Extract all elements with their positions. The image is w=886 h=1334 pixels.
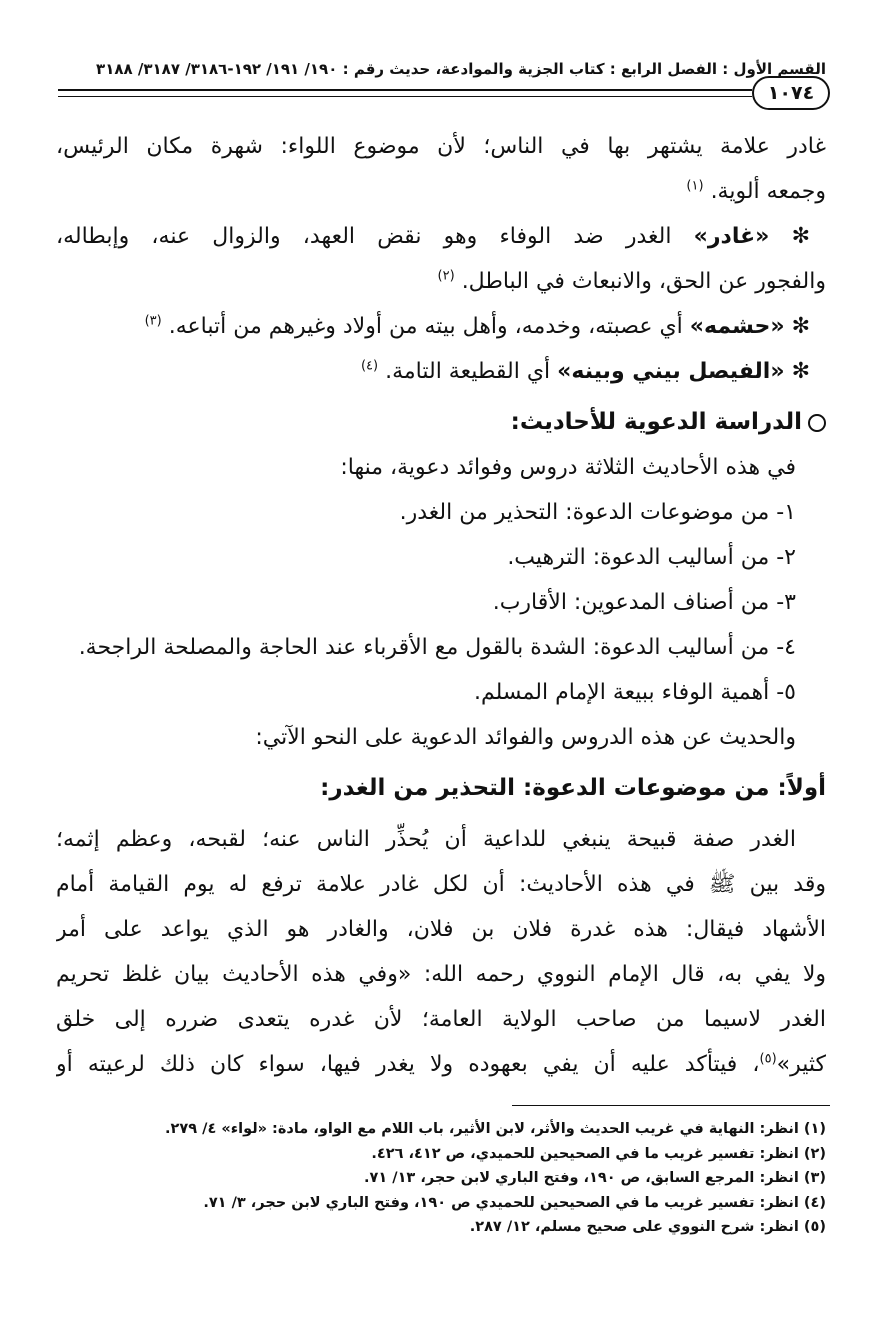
text-line: الغدر لاسيما من صاحب الولاية العامة؛ لأن غدره يتعدى ضرره إلى خلق xyxy=(56,1007,826,1032)
text-line: في هذه الأحاديث الثلاثة دروس وفوائد دعوية، منها: xyxy=(340,455,796,480)
page-number: ١٠٧٤ xyxy=(752,76,830,110)
list-item: ٤- من أساليب الدعوة: الشدة بالقول مع الأقرباء عند الحاجة والمصلحة الراجحة. xyxy=(78,635,796,660)
text-line: غادر علامة يشتهر بها في الناس؛ لأن موضوع اللواء: شهرة مكان الرئيس، xyxy=(56,134,826,159)
glossary-line xyxy=(56,214,826,259)
text-span: الغدر ضد الوفاء وهو نقض العهد، والزوال عنه، وإبطاله، xyxy=(56,224,672,249)
main-text xyxy=(56,124,826,1087)
subsection-heading: أولاً: من موضوعات الدعوة: التحذير من الغدر: xyxy=(320,775,826,801)
list-item: ٣- من أصناف المدعوين: الأقارب. xyxy=(492,590,796,615)
text-span: ، فيتأكد عليه أن يفي بعهوده ولا يغدر فيها، سواء كان ذلك لرعيته أو xyxy=(56,1052,760,1077)
asterisk-icon: ✻ xyxy=(791,224,810,249)
text-line xyxy=(56,169,826,214)
list-item: ٥- أهمية الوفاء ببيعة الإمام المسلم. xyxy=(474,680,796,705)
glossary-term: «حشمه» xyxy=(689,314,785,339)
section-heading xyxy=(56,400,826,445)
list-item: ٢- من أساليب الدعوة: الترهيب. xyxy=(507,545,796,570)
footnote: (٥) انظر: شرح النووي على صحيح مسلم، ١٢/ ٢٨٧. xyxy=(469,1219,826,1235)
text-line xyxy=(56,1042,826,1087)
text-line: الأشهاد فيقال: هذه غدرة فلان بن فلان، والغادر هو الذي يواعد على أمر xyxy=(56,917,826,942)
glossary-term: «غادر» xyxy=(693,224,770,249)
text-span: والفجور عن الحق، والانبعاث في الباطل. xyxy=(461,269,826,294)
footnote: (٣) انظر: المرجع السابق، ص ١٩٠، وفتح الباري لابن حجر، ١٣/ ٧١. xyxy=(364,1170,826,1186)
text-line: والحديث عن هذه الدروس والفوائد الدعوية على النحو الآتي: xyxy=(255,725,796,750)
heading-text: الدراسة الدعوية للأحاديث: xyxy=(510,409,802,435)
circle-icon xyxy=(808,414,826,432)
text-line: وقد بين ﷺ في هذه الأحاديث: أن لكل غادر علامة ترفع له يوم القيامة أمام xyxy=(56,872,826,897)
text-line: الغدر صفة قبيحة ينبغي للداعية أن يُحذِّر الناس عنه؛ لقبحه، وعظم إثمه؛ xyxy=(56,827,796,852)
footnote: (١) انظر: النهاية في غريب الحديث والأثر، لابن الأثير، باب اللام مع الواو، مادة: «لواء» ٤/ ٢٧٩. xyxy=(165,1121,826,1137)
text-line xyxy=(56,259,826,304)
asterisk-icon: ✻ xyxy=(791,314,810,339)
text-span: وجمعه ألوية. xyxy=(710,179,826,204)
text-span: كثير» xyxy=(776,1052,826,1077)
running-header: القسم الأول : الفصل الرابع : كتاب الجزية والموادعة، حديث رقم : ١٩٠/ ١٩١/ ١٩٢-٣١٨٦/ ٣١٨٧/ ٣١٨٨ xyxy=(96,60,826,78)
header-rule xyxy=(58,89,752,97)
glossary-line xyxy=(56,349,826,394)
footnote-ref: (٢) xyxy=(437,268,455,284)
asterisk-icon: ✻ xyxy=(791,359,810,384)
footnotes xyxy=(56,1117,826,1240)
text-line: ولا يفي به، قال الإمام النووي رحمه الله: «وفي هذه الأحاديث بيان غلظ تحريم xyxy=(56,962,826,987)
glossary-term: «الفيصل بيني وبينه» xyxy=(557,359,785,384)
footnote-rule xyxy=(512,1105,830,1106)
footnote: (٢) انظر: تفسير غريب ما في الصحيحين للحميدي، ص ٤١٢، ٤٢٦. xyxy=(371,1145,826,1162)
glossary-line xyxy=(56,304,826,349)
text-span: أي القطيعة التامة. xyxy=(385,359,551,384)
footnote-ref: (١) xyxy=(686,178,704,194)
footnote-ref: (٤) xyxy=(360,358,379,374)
footnote: (٤) انظر: تفسير غريب ما في الصحيحين للحميدي ص ١٩٠، وفتح الباري لابن حجر، ٣/ ٧١. xyxy=(203,1194,826,1211)
footnote-ref: (٥) xyxy=(759,1051,777,1067)
text-span: أي عصبته، وخدمه، وأهل بيته من أولاد وغيرهم من أتباعه. xyxy=(168,314,683,339)
list-item: ١- من موضوعات الدعوة: التحذير من الغدر. xyxy=(399,500,796,525)
footnote-ref: (٣) xyxy=(144,313,162,329)
